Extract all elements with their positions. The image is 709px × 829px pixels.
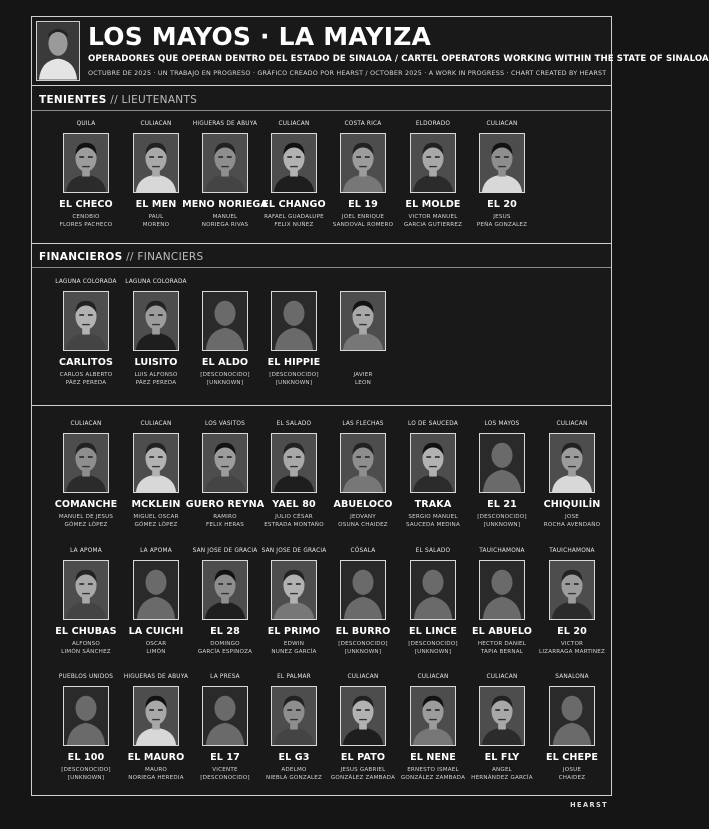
location-label: LOS MAYOS [484,421,520,427]
real-name: VICENTE [DESCONOCIDO] [200,767,250,781]
location-label: EL SALADO [276,421,312,427]
portrait-photo [340,686,386,746]
portrait-photo [63,560,109,620]
alias-label: LA CUICHI [128,626,184,637]
person-portrait-icon [36,21,80,81]
alias-label: EL PATO [340,752,386,763]
header [32,17,709,86]
location-label: CULIACAN [347,674,379,680]
person-card [398,674,468,786]
alias-label: EL ABUELO [472,626,532,637]
footer-brand: HEARST [570,801,608,809]
unknown-silhouette-icon [271,291,317,351]
alias-label: EL LINCE [408,626,458,637]
portrait-photo [271,560,317,620]
alias-label: EL MEN [135,199,177,210]
unknown-silhouette-icon [202,291,248,351]
section-title-es: TENIENTES [39,94,107,106]
alias-label: EL MAURO [127,752,185,763]
location-label: HIGUERAS DE ABUYA [192,121,258,127]
location-label: CULIACAN [486,674,518,680]
location-label: LA APOMA [140,548,172,554]
person-card [190,548,260,660]
person-card [398,121,468,233]
person-card [190,279,260,391]
portrait-photo [549,560,595,620]
real-name: JOEL ENRIQUE SANDOVAL ROMERO [332,214,394,228]
portrait-photo [133,433,179,493]
section-header-financieros [32,246,611,268]
person-card [121,674,191,786]
location-label: CÓSALA [350,548,376,554]
location-label: LA PRESA [210,674,240,680]
unknown-silhouette-icon [340,560,386,620]
real-name: DOMINGO GARCÍA ESPINOZA [197,641,253,655]
section-title-en: LIEUTENANTS [121,94,198,106]
location-label: SANALONA [555,674,589,680]
real-name: MANUEL NORIEGA RIVAS [201,214,249,228]
chart-frame [31,16,709,796]
location-label: CULIACAN [556,421,588,427]
person-card [398,548,468,660]
real-name: JOSUE CHAIDEZ [558,767,586,781]
location-label: LA APOMA [70,548,102,554]
real-name: ALFONSO LIMÓN SÁNCHEZ [61,641,111,655]
unknown-silhouette-icon [479,560,525,620]
real-name: ADELMO NIEBLA GONZALEZ [265,767,323,781]
person-card [398,421,468,533]
real-name: MANUEL DE JESUS GÓMEZ LÓPEZ [58,514,114,528]
alias-label: EL CHEPE [545,752,598,763]
person-card [121,548,191,660]
page-credit: OCTUBRE DE 2025 · UN TRABAJO EN PROGRESO · GRÁFICO CREADO POR HEARST / OCTOBER 2025 · A WORK IN PROGRESS · CHART CREATED BY HEARST [88,69,607,77]
alias-label: EL CHECO [59,199,113,210]
location-label: TAUICHAMONA [479,548,525,554]
person-card [51,548,121,660]
portrait-photo [133,686,179,746]
location-label: PUEBLOS UNIDOS [58,674,114,680]
person-card [121,121,191,233]
portrait-photo [63,291,109,351]
real-name: [DESCONOCIDO] [UNKNOWN] [61,767,111,781]
portrait-photo [133,133,179,193]
alias-label: EL MOLDE [405,199,461,210]
alias-label: EL PRIMO [267,626,321,637]
real-name: VICTOR MANUEL GARCIA GUTIERREZ [403,214,463,228]
location-label: CULIACAN [70,421,102,427]
real-name: JEOVANY OSUNA CHAIDEZ [338,514,388,528]
alias-label: EL G3 [278,752,310,763]
alias-label: EL CHUBAS [55,626,117,637]
section-title-sep: // [106,94,122,106]
real-name: RAMIRO FELIX HERAS [205,514,245,528]
real-name: JESUS GABRIEL GONZÁLEZ ZAMBADA [330,767,396,781]
person-card [328,674,398,786]
alias-label: CHIQUILÍN [543,499,601,510]
unknown-silhouette-icon [479,433,525,493]
location-label: LAGUNA COLORADA [55,279,117,285]
person-card [121,279,191,391]
alias-label: EL 20 [487,199,517,210]
portrait-photo [340,291,386,351]
location-label: CULIACAN [140,421,172,427]
real-name: RAFAEL GUADALUPE FELIX NUÑEZ [264,214,324,228]
person-card [185,421,265,533]
location-label: CULIACAN [417,674,449,680]
person-card [467,674,537,786]
alias-label: EL BURRO [335,626,391,637]
location-label: LO DE SAUCEDA [407,421,459,427]
person-card [328,121,398,233]
person-card [121,421,191,533]
alias-label: EL ALDO [201,357,249,368]
location-label: QUILA [76,121,96,127]
person-card [51,121,121,233]
location-label: EL SALADO [415,548,451,554]
portrait-photo [479,133,525,193]
location-label: SAN JOSE DE GRACIA [192,548,258,554]
real-name: EDWIN NUNEZ GARCÍA [271,641,317,655]
location-label: LAS FLECHAS [342,421,384,427]
real-name: OSCAR LIMÓN [145,641,167,655]
person-card [537,421,607,533]
alias-label: ABUELOCO [333,499,393,510]
section-title-es: FINANCIEROS [39,251,123,263]
alias-label: EL 20 [557,626,587,637]
unknown-silhouette-icon [202,686,248,746]
alias-label: GUERO REYNA [185,499,265,510]
location-label: CULIACAN [486,121,518,127]
alias-label: LUISITO [134,357,178,368]
portrait-photo [63,133,109,193]
real-name: [DESCONOCIDO] [UNKNOWN] [477,514,527,528]
portrait-photo [202,560,248,620]
alias-label: EL 21 [487,499,517,510]
section-title-sep: // [122,251,138,263]
location-label: ELDORADO [415,121,451,127]
portrait-photo [340,433,386,493]
alias-label: COMANCHE [54,499,118,510]
person-card [51,421,121,533]
alias-label: CARLITOS [59,357,113,368]
real-name: ANGEL HERNÁNDEZ GARCÍA [471,767,533,781]
section-divider [32,243,611,244]
section-divider [32,405,611,406]
real-name: JESUS PEÑA GONZALEZ [476,214,528,228]
real-name: MAURO NORIEGA HEREDIA [128,767,184,781]
alias-label: YAEL 80 [272,499,316,510]
person-card [537,674,607,786]
location-label: COSTA RICA [344,121,382,127]
portrait-photo [63,433,109,493]
location-label: LAGUNA COLORADA [125,279,187,285]
person-card [328,421,398,533]
section-header-tenientes [32,89,611,111]
real-name: [DESCONOCIDO] [UNKNOWN] [200,372,250,386]
alias-label: EL NENE [410,752,456,763]
page-title: LOS MAYOS · LA MAYIZA [88,22,432,51]
unknown-silhouette-icon [133,560,179,620]
section-title-en: FINANCIERS [137,251,204,263]
portrait-photo [133,291,179,351]
portrait-photo [271,686,317,746]
person-card [259,674,329,786]
person-card [467,121,537,233]
person-card [259,279,329,391]
alias-label: MCKLEIN [131,499,181,510]
location-label: SAN JOSE DE GRACIA [261,548,327,554]
portrait-photo [202,433,248,493]
person-card [190,674,260,786]
real-name: [DESCONOCIDO] [UNKNOWN] [408,641,458,655]
alias-label: TRAKA [414,499,452,510]
real-name: JOSE ROCHA AVENDAÑO [543,514,601,528]
page-subtitle: OPERADORES QUE OPERAN DENTRO DEL ESTADO DE SINALOA / CARTEL OPERATORS WORKING WITHIN THE STATE OF SINALOA [88,54,709,64]
location-label: EL PALMAR [277,674,311,680]
location-label: TAUICHAMONA [549,548,595,554]
real-name: CENOBIO FLORES PACHECO [59,214,113,228]
real-name: MIGUEL OSCAR GÓMEZ LÓPEZ [133,514,179,528]
unknown-silhouette-icon [63,686,109,746]
person-card [259,548,329,660]
real-name: HECTOR DANIEL TAPIA BERNAL [477,641,527,655]
person-card [259,121,329,233]
real-name: LUIS ALFONSO PÁEZ PEREDA [134,372,178,386]
portrait-photo [410,686,456,746]
person-card [537,548,607,660]
alias-label: EL 100 [67,752,105,763]
alias-label: MENO NORIEGA [182,199,268,210]
portrait-photo [340,133,386,193]
person-card [51,279,121,391]
portrait-photo [271,133,317,193]
portrait-photo [479,686,525,746]
real-name: PAUL MORENO [142,214,170,228]
person-card [467,421,537,533]
person-card [182,121,268,233]
portrait-photo [202,133,248,193]
location-label [322,279,404,288]
unknown-silhouette-icon [549,686,595,746]
person-card [51,674,121,786]
unknown-silhouette-icon [410,560,456,620]
real-name: CARLOS ALBERTO PÁEZ PEREDA [59,372,113,386]
portrait-photo [410,133,456,193]
alias-label: EL 19 [348,199,378,210]
real-name: [DESCONOCIDO] [UNKNOWN] [269,372,319,386]
real-name: JULIO CÉSAR ESTRADA MONTAÑO [264,514,324,528]
real-name: JAVIER LEON [353,372,373,386]
alias-label: EL 28 [210,626,240,637]
person-card [328,548,398,660]
portrait-photo [410,433,456,493]
alias-label: EL FLY [484,752,520,763]
portrait-photo [549,433,595,493]
location-label: CULIACAN [278,121,310,127]
location-label: CULIACAN [140,121,172,127]
real-name: SERGIO MANUEL SAUCEDA MEDINA [406,514,460,528]
alias-label: EL 17 [210,752,240,763]
real-name: ERNESTO ISMAEL GONZÁLEZ ZAMBADA [400,767,466,781]
location-label: LOS VASITOS [204,421,246,427]
alias-label: EL HIPPIE [267,357,321,368]
location-label: HIGUERAS DE ABUYA [123,674,189,680]
portrait-photo [271,433,317,493]
person-card [467,548,537,660]
real-name: VICTOR LIZARRAGA MARTINEZ [539,641,605,655]
alias-label: EL CHANGO [262,199,326,210]
real-name: [DESCONOCIDO] [UNKNOWN] [338,641,388,655]
person-card [328,279,398,391]
person-card [259,421,329,533]
